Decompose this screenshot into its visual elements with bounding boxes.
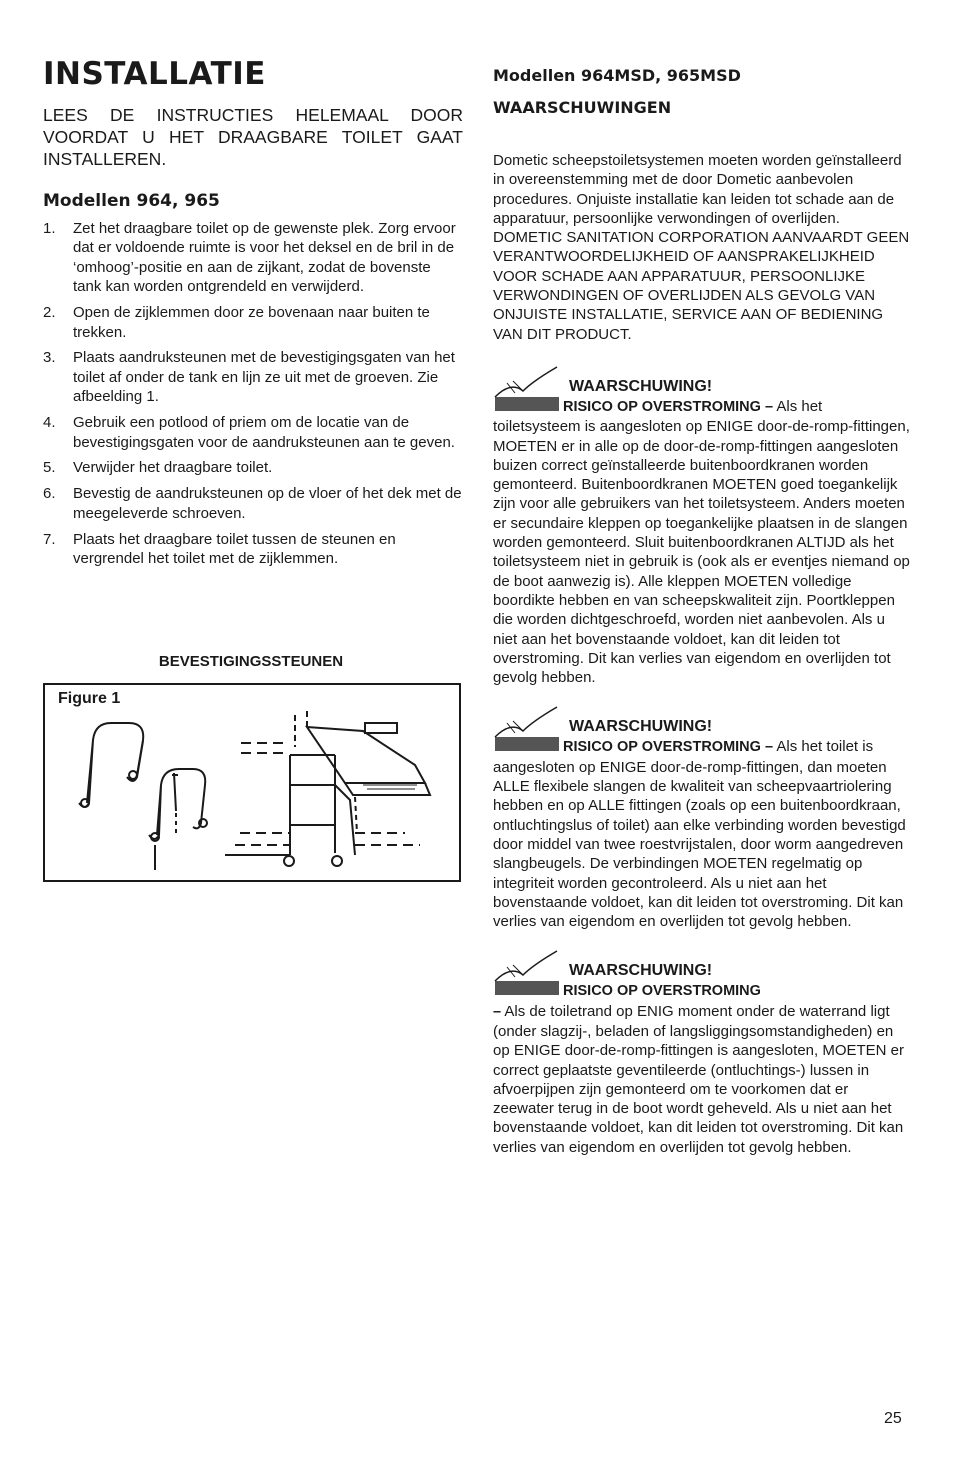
warning-body: RISICO OP OVERSTROMING – Als het toiletsysteem is aangesloten op ENIGE door-de-romp-fittingen, MOETEN er in alle op de door-de-romp-fittingen aangesloten buizen correct geïnstalleerde buitenboordkranen worden gemonteerd. Buitenboordkranen MOETEN goed toegankelijk zijn voor alle gebruikers van het toiletsysteem. Anders moeten er secundaire kleppen op toegankelijke plaatsen in de slangen worden gemonteerd. Sluit buitenboordkranen ALTIJD als het toiletsysteem niet in gebruik is (ook als er eventjes niemand op de boot aanwezig is). Alle kleppen MOETEN volledige boordikte hebben en van scheepskwaliteit zijn. Poortkleppen die worden dichtgeschroefd, worden niet aanbevolen. Als u niet aan het bovenstaande voldoet, kan dit leiden tot overstroming. Dit kan verlies van eigendom en overlijden tot gevolg hebben. — [493, 397, 910, 687]
step-item: 6. Bevestig de aandruksteunen op de vloer of het dek met de meegeleverde schroeven. — [43, 485, 462, 522]
toilet-outline — [290, 755, 335, 855]
installation-steps — [43, 219, 463, 569]
bracket-right — [149, 769, 205, 839]
step-item: 7. Plaats het draagbare toilet tussen de steunen en vergrendel het toilet met de zijklemmen. — [43, 530, 396, 568]
right-column — [493, 60, 913, 1157]
warning-block — [493, 947, 913, 1157]
msd-models-heading: Modellen 964MSD, 965MSD — [493, 66, 741, 85]
page-title: INSTALLATIE — [43, 56, 266, 92]
warning-title: WAARSCHUWING! — [569, 718, 713, 736]
warning-body: RISICO OP OVERSTROMING – Als de toiletrand op ENIG moment onder de waterrand ligt (onder slagzij-, beladen of langsliggingsomstandigheden) en op ENIGE door-de-romp-fittingen is aangesloten, MOETEN er correct geplaatste geventileerde (ontluchtings-) lussen in afvoerpijpen zijn gemonteerd om te voorkomen dat er zeewater terug in de boot wordt geheveld. Als u niet aan het bovenstaande voldoet, kan dit leiden tot overstroming. Dit kan verlies van eigendom en overlijden tot gevolg hebben. — [493, 983, 905, 1156]
warning-body: RISICO OP OVERSTROMING – Als het toilet is aangesloten op ENIGE door-de-romp-fittingen, dan moeten ALLE flexibele slangen de kwaliteit van scheepvaartriolering hebben en op ALLE fittingen (zoals op een buitenboordkraan, ontluchtingslus of toilet) aan elke verbinding worden bevestigd door middel van twee roestvrijstalen, door worm aangedreven slangbeugels. De verbindingen MOETEN regelmatig op integriteit worden gecontroleerd. Als u niet aan het bovenstaande voldoet, kan dit leiden tot overstroming. Dit kan verlies van eigendom en overlijden tot gevolg hebben. — [493, 738, 906, 931]
step-item: 4. Gebruik een potlood of priem om de locatie van de bevestigingsgaten voor de aandruksteunen aan te geven. — [43, 414, 455, 451]
warning-block — [493, 363, 913, 687]
warning-title: WAARSCHUWING! — [569, 377, 713, 395]
figure-1 — [43, 683, 461, 882]
brackets-illustration — [45, 685, 459, 880]
screw-icon — [172, 773, 178, 811]
warning-title: WAARSCHUWING! — [569, 962, 713, 980]
figure-label: Figure 1 — [58, 690, 121, 707]
warning-icon — [493, 363, 559, 411]
warnings-heading: WAARSCHUWINGEN — [493, 98, 672, 117]
step-item: 2. Open de zijklemmen door ze bovenaan naar buiten te trekken. — [43, 304, 430, 341]
models-heading: Modellen 964, 965 — [43, 191, 220, 211]
page-number: 25 — [884, 1410, 902, 1427]
warning-icon — [493, 947, 559, 995]
figure-caption: BEVESTIGINGSSTEUNEN — [158, 653, 344, 670]
intro-text: LEES DE INSTRUCTIES HELEMAAL DOOR VOORDAT U HET DRAAGBARE TOILET GAAT INSTALLEREN. — [43, 105, 463, 169]
step-item: 1. Zet het draagbare toilet op de gewenste plek. Zorg ervoor dat er voldoende ruimte is voor het deksel en de bril in de ‘omhoog’-positie en aan de zijkant, zodat de bovenste tank kan worden ontgrendeld en verwijderd. — [43, 220, 456, 296]
warning-icon — [493, 703, 559, 751]
warning-block — [493, 703, 913, 931]
bracket-left — [79, 723, 143, 807]
warnings-intro: Dometic scheepstoiletsystemen moeten worden geïnstalleerd in overeenstemming met de door Dometic aanbevolen procedures. Onjuiste installatie kan leiden tot schade aan de apparatuur, persoonlijke verwondingen of overlijden. DOMETIC SANITATION CORPORATION AANVAARDT GEEN VERANTWOORDELIJKHEID OF AANSPRAKELIJKHEID VOOR SCHADE AAN APPARATUUR, PERSOONLIJKE VERWONDINGEN OF OVERLIJDEN ALS GEVOLG VAN ONJUISTE INSTALLATIE, SERVICE AAN OF BEDIENING VAN DIT PRODUCT. — [493, 152, 910, 343]
left-column — [43, 52, 463, 575]
step-item: 3. Plaats aandruksteunen met de bevestigingsgaten van het toilet af onder de tank en lijn ze uit met de groeven. Zie afbeelding 1. — [43, 349, 455, 406]
step-item: 5. Verwijder het draagbare toilet. — [43, 459, 273, 477]
